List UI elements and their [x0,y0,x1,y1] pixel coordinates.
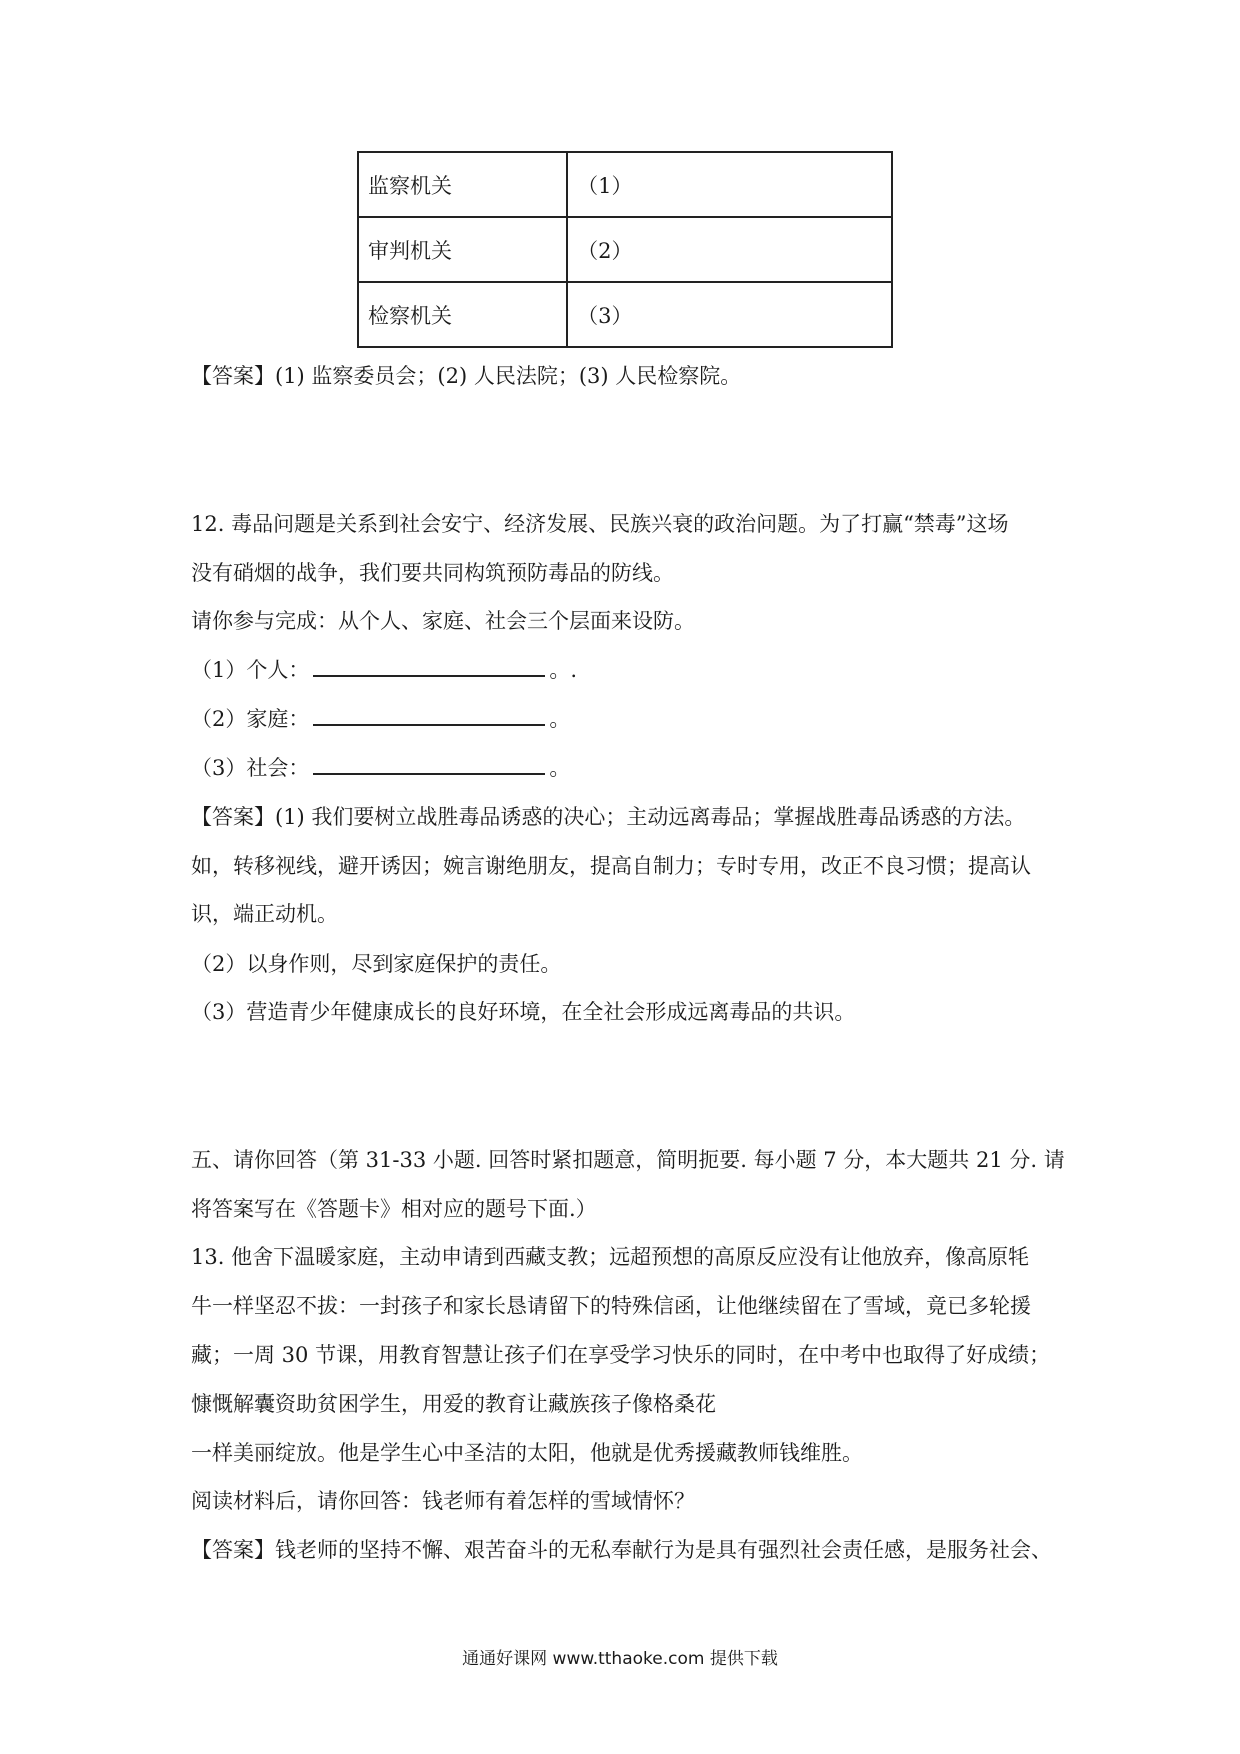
section5-line2: 将答案写在《答题卡》相对应的题号下面.） [191,1197,597,1221]
page-footer: 通通好课网 www.tthaoke.com 提供下载 [462,1649,778,1669]
q13-answer: 【答案】钱老师的坚持不懈、艰苦奋斗的无私奉献行为是具有强烈社会责任感，是服务社会、 [191,1538,1052,1562]
q13-line1: 13. 他舍下温暖家庭，主动申请到西藏支教；远超预想的高原反应没有让他放弃，像高原牦 [191,1245,1030,1269]
q13-line5: 一样美丽绽放。他是学生心中圣洁的太阳，他就是优秀援藏教师钱维胜。 [191,1441,863,1465]
q12-item1-end: 。. [549,658,578,682]
answer-blank-1 [313,655,545,677]
table-cell-blank: （1） [567,152,892,217]
organ-table [357,151,893,348]
q12-answer-line4: （2）以身作则，尽到家庭保护的责任。 [191,952,562,976]
section5-line1: 五、请你回答（第 31-33 小题. 回答时紧扣题意，简明扼要. 每小题 7 分，本大题共 21 分. 请 [191,1148,1065,1172]
q12-item2-end: 。 [549,707,571,731]
q12-item3-end: 。 [549,756,571,780]
table-cell-organ: 审判机关 [358,217,567,282]
q13-line4: 慷慨解囊资助贫困学生，用爱的教育让藏族孩子像格桑花 [191,1392,716,1416]
q12-answer-line3: 识，端正动机。 [191,902,338,926]
q13-question: 阅读材料后，请你回答：钱老师有着怎样的雪域情怀？ [191,1489,695,1513]
table-cell-organ: 检察机关 [358,282,567,347]
q12-stem-line2: 没有硝烟的战争，我们要共同构筑预防毒品的防线。 [191,561,674,585]
q12-item1 [191,655,577,685]
q12-item1-label: （1）个人： [191,658,310,682]
q13-line2: 牛一样坚忍不拔：一封孩子和家长恳请留下的特殊信函，让他继续留在了雪域，竟已多轮援 [191,1294,1031,1318]
q12-item3 [191,753,570,783]
table-row [358,217,892,282]
q12-answer-line2: 如，转移视线，避开诱因；婉言谢绝朋友，提高自制力；专时专用，改正不良习惯；提高认 [191,854,1031,878]
q12-item2 [191,704,570,734]
q12-prompt: 请你参与完成：从个人、家庭、社会三个层面来设防。 [191,609,695,633]
q12-stem-line1: 12. 毒品问题是关系到社会安宁、经济发展、民族兴衰的政治问题。为了打赢“禁毒”这场 [191,512,1009,536]
q12-item3-label: （3）社会： [191,756,310,780]
q12-item2-label: （2）家庭： [191,707,310,731]
table-cell-organ: 监察机关 [358,152,567,217]
q13-line3: 藏；一周 30 节课，用教育智慧让孩子们在享受学习快乐的同时，在中考中也取得了好成绩； [191,1343,1051,1367]
q12-answer-line1: 【答案】(1) 我们要树立战胜毒品诱惑的决心；主动远离毒品；掌握战胜毒品诱惑的方法。 [191,805,1026,829]
answer-blank-3 [313,753,545,775]
table-row [358,282,892,347]
q12-answer-line5: （3）营造青少年健康成长的良好环境，在全社会形成远离毒品的共识。 [191,1000,856,1024]
q11-answer: 【答案】(1) 监察委员会；(2) 人民法院；(3) 人民检察院。 [191,364,742,388]
answer-blank-2 [313,704,545,726]
table-cell-blank: （2） [567,217,892,282]
table-row [358,152,892,217]
table-cell-blank: （3） [567,282,892,347]
